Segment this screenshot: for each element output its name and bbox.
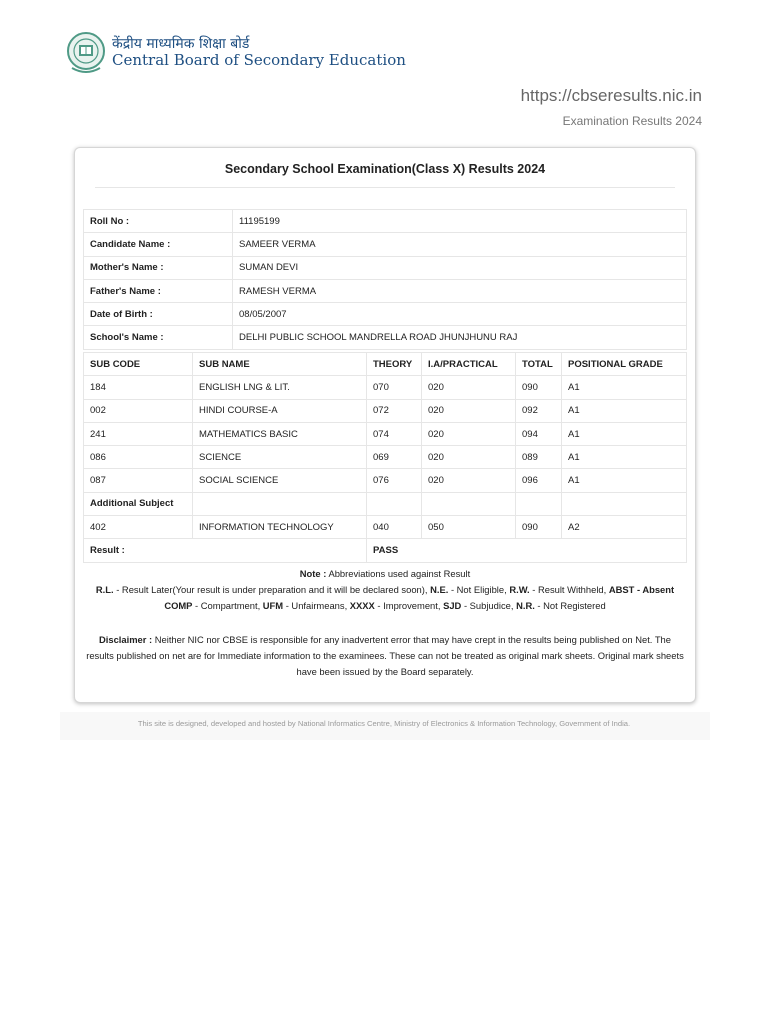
abbreviation-note [85, 566, 685, 614]
info-label: Father's Name : [84, 279, 233, 302]
subject-row [84, 399, 687, 422]
cell-sub-code: 402 [84, 516, 193, 539]
cell-sub-code: 241 [84, 422, 193, 445]
cell-grade: A2 [562, 516, 687, 539]
cell-sub-name: SOCIAL SCIENCE [193, 469, 367, 492]
cell-practical: 020 [422, 469, 516, 492]
marks-table [83, 352, 687, 563]
abbr-xxxx-text: - Improvement, [377, 600, 441, 611]
result-value: PASS [367, 539, 687, 562]
cell-grade: A1 [562, 376, 687, 399]
abbr-sjd-text: - Subjudice, [463, 600, 514, 611]
additional-subject-label: Additional Subject [84, 492, 193, 515]
info-label: Roll No : [84, 210, 233, 233]
subject-row [84, 516, 687, 539]
cell-grade: A1 [562, 399, 687, 422]
info-value: SUMAN DEVI [233, 256, 687, 279]
page-subtitle: Examination Results 2024 [562, 114, 702, 128]
cell-total: 094 [516, 422, 562, 445]
cell-theory: 076 [367, 469, 422, 492]
col-sub-name: SUB NAME [193, 353, 367, 376]
cell-theory: 074 [367, 422, 422, 445]
student-info-row [84, 233, 687, 256]
info-value: 11195199 [233, 210, 687, 233]
disclaimer-text: Neither NIC nor CBSE is responsible for any inadvertent error that may have crept in the results being published on Net. The results published on net are for Immediate information to the examinees. These can not be treated as original mark sheets. Original mark sheets have been issued by the Board separately. [86, 634, 684, 677]
info-label: Mother's Name : [84, 256, 233, 279]
site-footer: This site is designed, developed and hosted by National Informatics Centre, Ministry of Electronics & Information Technology, Government of India. [137, 719, 631, 728]
abbr-abst: ABST - Absent [608, 584, 675, 595]
abbr-nr: N.R. [516, 600, 535, 611]
cell-total: 090 [516, 516, 562, 539]
abbr-nr-text: - Not Registered [537, 600, 606, 611]
site-url-link[interactable]: https://cbseresults.nic.in [520, 86, 702, 105]
cell-sub-name: INFORMATION TECHNOLOGY [193, 516, 367, 539]
col-grade: POSITIONAL GRADE [562, 353, 687, 376]
col-sub-code: SUB CODE [84, 353, 193, 376]
cell-total: 090 [516, 376, 562, 399]
student-info-table [83, 209, 687, 350]
logo-english-text: Central Board of Secondary Education [112, 51, 406, 70]
info-value: SAMEER VERMA [233, 233, 687, 256]
result-label: Result : [84, 539, 367, 562]
logo-hindi-text: केंद्रीय माध्यमिक शिक्षा बोर्ड [112, 36, 250, 53]
cell-total: 092 [516, 399, 562, 422]
cell-practical: 020 [422, 422, 516, 445]
abbr-sjd: SJD [443, 600, 462, 611]
cell-sub-name: HINDI COURSE-A [193, 399, 367, 422]
cell-sub-code: 086 [84, 446, 193, 469]
result-title: Secondary School Examination(Class X) Results 2024 [224, 162, 546, 176]
marks-header-row [84, 353, 687, 376]
abbr-ufm-text: - Unfairmeans, [285, 600, 348, 611]
info-value: RAMESH VERMA [233, 279, 687, 302]
cell-theory: 069 [367, 446, 422, 469]
col-practical: I.A/PRACTICAL [422, 353, 516, 376]
info-value: 08/05/2007 [233, 303, 687, 326]
info-label: Date of Birth : [84, 303, 233, 326]
cell-sub-code: 087 [84, 469, 193, 492]
student-info-row [84, 326, 687, 349]
cell-theory: 040 [367, 516, 422, 539]
info-label: Candidate Name : [84, 233, 233, 256]
abbr-comp: COMP [164, 600, 193, 611]
empty-cell [367, 492, 422, 515]
cell-sub-name: ENGLISH LNG & LIT. [193, 376, 367, 399]
cell-total: 096 [516, 469, 562, 492]
cell-practical: 020 [422, 399, 516, 422]
subject-row [84, 376, 687, 399]
empty-cell [562, 492, 687, 515]
student-info-row [84, 256, 687, 279]
empty-cell [193, 492, 367, 515]
col-theory: THEORY [367, 353, 422, 376]
result-card [74, 147, 696, 703]
cell-sub-name: MATHEMATICS BASIC [193, 422, 367, 445]
abbr-ne: N.E. [430, 584, 449, 595]
cell-practical: 050 [422, 516, 516, 539]
info-value: DELHI PUBLIC SCHOOL MANDRELLA ROAD JHUNJHUNU RAJ [233, 326, 687, 349]
result-row [84, 539, 687, 562]
disclaimer [85, 632, 685, 680]
abbr-rl-text: - Result Later(Your result is under preparation and it will be declared soon), [116, 584, 428, 595]
title-divider [95, 187, 675, 188]
cell-theory: 072 [367, 399, 422, 422]
subject-row [84, 469, 687, 492]
cell-sub-name: SCIENCE [193, 446, 367, 469]
student-info-row [84, 279, 687, 302]
note-label: Note : [299, 568, 327, 579]
additional-subject-row [84, 492, 687, 515]
cell-practical: 020 [422, 376, 516, 399]
empty-cell [516, 492, 562, 515]
cbse-logo [66, 30, 406, 76]
cell-theory: 070 [367, 376, 422, 399]
cell-total: 089 [516, 446, 562, 469]
disclaimer-label: Disclaimer : [98, 634, 153, 645]
abbr-rw: R.W. [509, 584, 530, 595]
abbr-rl: R.L. [95, 584, 114, 595]
cell-practical: 020 [422, 446, 516, 469]
cell-grade: A1 [562, 469, 687, 492]
abbr-ne-text: - Not Eligible, [450, 584, 507, 595]
student-info-row [84, 303, 687, 326]
cell-grade: A1 [562, 422, 687, 445]
abbr-rw-text: - Result Withheld, [532, 584, 607, 595]
empty-cell [422, 492, 516, 515]
abbr-xxxx: XXXX [349, 600, 375, 611]
col-total: TOTAL [516, 353, 562, 376]
cell-sub-code: 184 [84, 376, 193, 399]
student-info-row [84, 210, 687, 233]
subject-row [84, 446, 687, 469]
abbr-ufm: UFM [262, 600, 284, 611]
info-label: School's Name : [84, 326, 233, 349]
cbse-emblem-icon [66, 30, 106, 76]
cell-sub-code: 002 [84, 399, 193, 422]
note-text: Abbreviations used against Result [328, 568, 471, 579]
subject-row [84, 422, 687, 445]
cell-grade: A1 [562, 446, 687, 469]
abbr-comp-text: - Compartment, [195, 600, 261, 611]
